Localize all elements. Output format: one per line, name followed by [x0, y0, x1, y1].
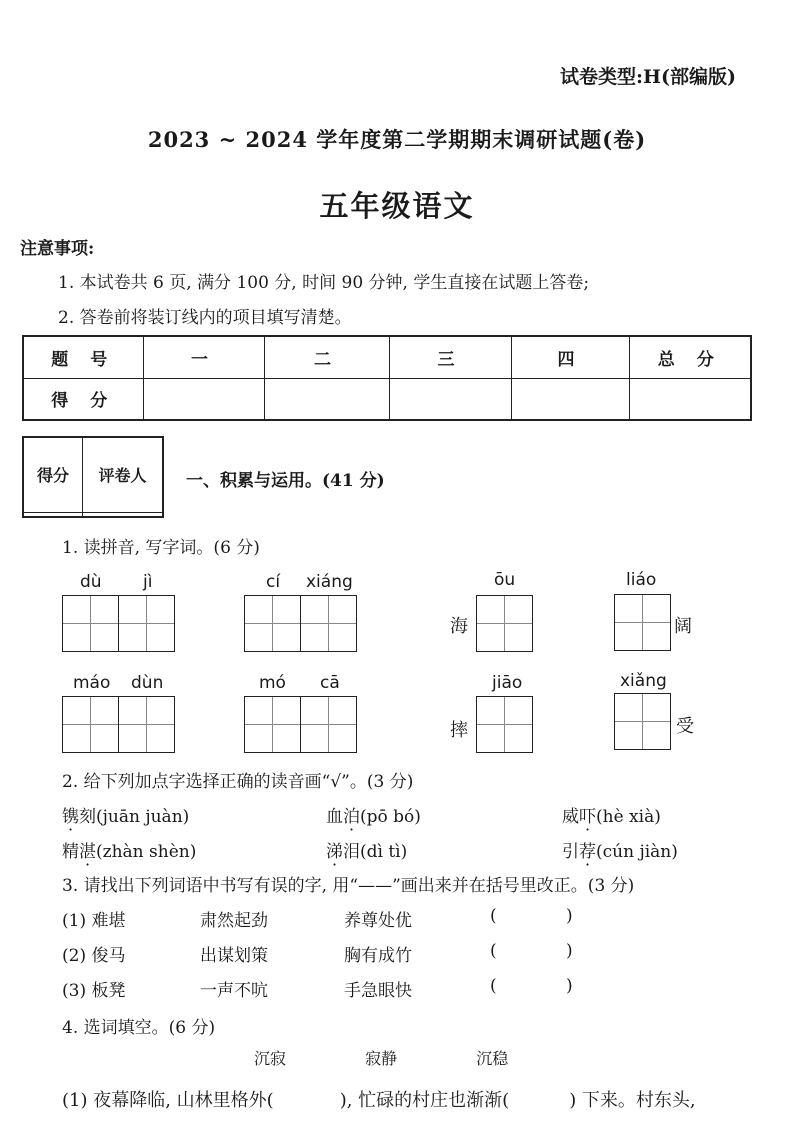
score-header-q4: 四 — [511, 336, 629, 378]
writing-cell[interactable] — [118, 595, 175, 652]
score-header-total: 总 分 — [629, 336, 751, 378]
q3-word: 肃然起劲 — [200, 911, 268, 931]
writing-grid-cixiang — [244, 595, 355, 652]
writing-cell[interactable] — [300, 696, 357, 753]
writing-grid-maodun — [62, 696, 173, 753]
writing-cell[interactable] — [244, 696, 301, 753]
note-item-2: 2. 答卷前将装订线内的项目填写清楚。 — [58, 308, 352, 328]
exam-title: 2023 ~ 2024 学年度第二学期期末调研试题(卷) — [147, 127, 647, 152]
writing-cell[interactable] — [476, 595, 533, 652]
q2-item: 镌刻(juān juàn) — [62, 807, 190, 827]
subject-title: 五年级语文 — [319, 189, 475, 223]
writing-grid-dujì — [62, 595, 173, 652]
answer-paren-open: ( — [490, 906, 497, 926]
answer-paren-close: ) — [566, 906, 573, 926]
writing-cell[interactable] — [62, 595, 119, 652]
writing-grid-moca — [244, 696, 355, 753]
score-header-q1: 一 — [143, 336, 264, 378]
q4-option: 沉稳 — [476, 1049, 509, 1068]
grader-name-label: 评卷人 — [83, 437, 164, 512]
pinyin-label: máo — [73, 673, 111, 693]
q1-prompt: 1. 读拼音, 写字词。(6 分) — [62, 538, 260, 558]
writing-grid-liao — [614, 594, 670, 651]
writing-cell[interactable] — [244, 595, 301, 652]
grader-score-label: 得分 — [23, 437, 83, 512]
q3-word: 养尊处优 — [344, 911, 412, 931]
q3-word: 出谋划策 — [200, 946, 268, 966]
pinyin-label: jì — [143, 572, 153, 592]
grader-box — [22, 436, 164, 518]
notes-heading: 注意事项: — [20, 239, 95, 259]
q2-item: 血泊(pō bó) — [326, 807, 421, 827]
writing-grid-jiao — [476, 696, 532, 753]
pinyin-label: mó — [259, 673, 286, 693]
q3-word: 一声不吭 — [200, 981, 268, 1001]
q3-word: (1) 难堪 — [62, 911, 126, 931]
score-cell-total[interactable] — [629, 378, 751, 420]
pinyin-label: xiáng — [306, 572, 353, 592]
q2-prompt: 2. 给下列加点字选择正确的读音画“√”。(3 分) — [62, 772, 414, 792]
answer-paren-close: ) — [566, 941, 573, 961]
q3-word: 胸有成竹 — [344, 946, 412, 966]
q2-item: 威吓(hè xià) — [562, 807, 661, 827]
pinyin-label: ōu — [494, 570, 516, 590]
q2-item: 精湛(zhàn shèn) — [62, 842, 197, 862]
paper-type-label: 试卷类型:H(部编版) — [560, 66, 736, 88]
writing-cell[interactable] — [118, 696, 175, 753]
answer-paren-open: ( — [490, 976, 497, 996]
q2-item: 引荐(cún jiàn) — [562, 842, 678, 862]
q3-prompt: 3. 请找出下列词语中书写有误的字, 用“——”画出来并在括号里改正。(3 分) — [62, 876, 635, 896]
q3-word: (2) 俊马 — [62, 946, 126, 966]
writing-cell[interactable] — [62, 696, 119, 753]
hanzi-hint: 海 — [450, 616, 468, 637]
writing-cell[interactable] — [300, 595, 357, 652]
writing-grid-ou — [476, 595, 532, 652]
q4-prompt: 4. 选词填空。(6 分) — [62, 1018, 216, 1038]
pinyin-label: jiāo — [492, 673, 523, 693]
writing-cell[interactable] — [476, 696, 533, 753]
pinyin-label: xiǎng — [620, 671, 667, 691]
grader-name-cell[interactable] — [83, 512, 164, 517]
writing-grid-xiang — [614, 693, 670, 750]
score-header-label: 题 号 — [23, 336, 143, 378]
q4-sentence-1: (1) 夜幕降临, 山林里格外( ), 忙碌的村庄也渐渐( ) 下来。村东头, — [62, 1090, 696, 1111]
q4-word-options — [254, 1046, 582, 1069]
pinyin-label: cā — [320, 673, 340, 693]
q4-option: 沉寂 — [254, 1049, 287, 1068]
q3-word: (3) 板凳 — [62, 981, 126, 1001]
score-row-label: 得 分 — [23, 378, 143, 420]
pinyin-label: dù — [80, 572, 102, 592]
score-cell-q3[interactable] — [389, 378, 511, 420]
hanzi-hint: 受 — [676, 716, 694, 737]
answer-paren-open: ( — [490, 941, 497, 961]
pinyin-label: cí — [266, 572, 281, 592]
score-cell-q4[interactable] — [511, 378, 629, 420]
pinyin-label: dùn — [131, 673, 164, 693]
section1-title: 一、积累与运用。(41 分) — [186, 471, 385, 491]
score-cell-q1[interactable] — [143, 378, 264, 420]
score-header-q2: 二 — [264, 336, 389, 378]
score-cell-q2[interactable] — [264, 378, 389, 420]
writing-cell[interactable] — [614, 693, 671, 750]
hanzi-hint: 摔 — [450, 720, 468, 741]
q4-option: 寂静 — [365, 1049, 398, 1068]
writing-cell[interactable] — [614, 594, 671, 651]
grader-score-cell[interactable] — [23, 512, 83, 517]
score-header-q3: 三 — [389, 336, 511, 378]
pinyin-label: liáo — [626, 570, 657, 590]
answer-paren-close: ) — [566, 976, 573, 996]
q2-item: 涕泪(dì tì) — [326, 842, 408, 862]
hanzi-hint: 阔 — [674, 616, 692, 637]
note-item-1: 1. 本试卷共 6 页, 满分 100 分, 时间 90 分钟, 学生直接在试题上答卷; — [58, 273, 590, 293]
score-table — [22, 335, 752, 421]
q3-word: 手急眼快 — [344, 981, 412, 1001]
